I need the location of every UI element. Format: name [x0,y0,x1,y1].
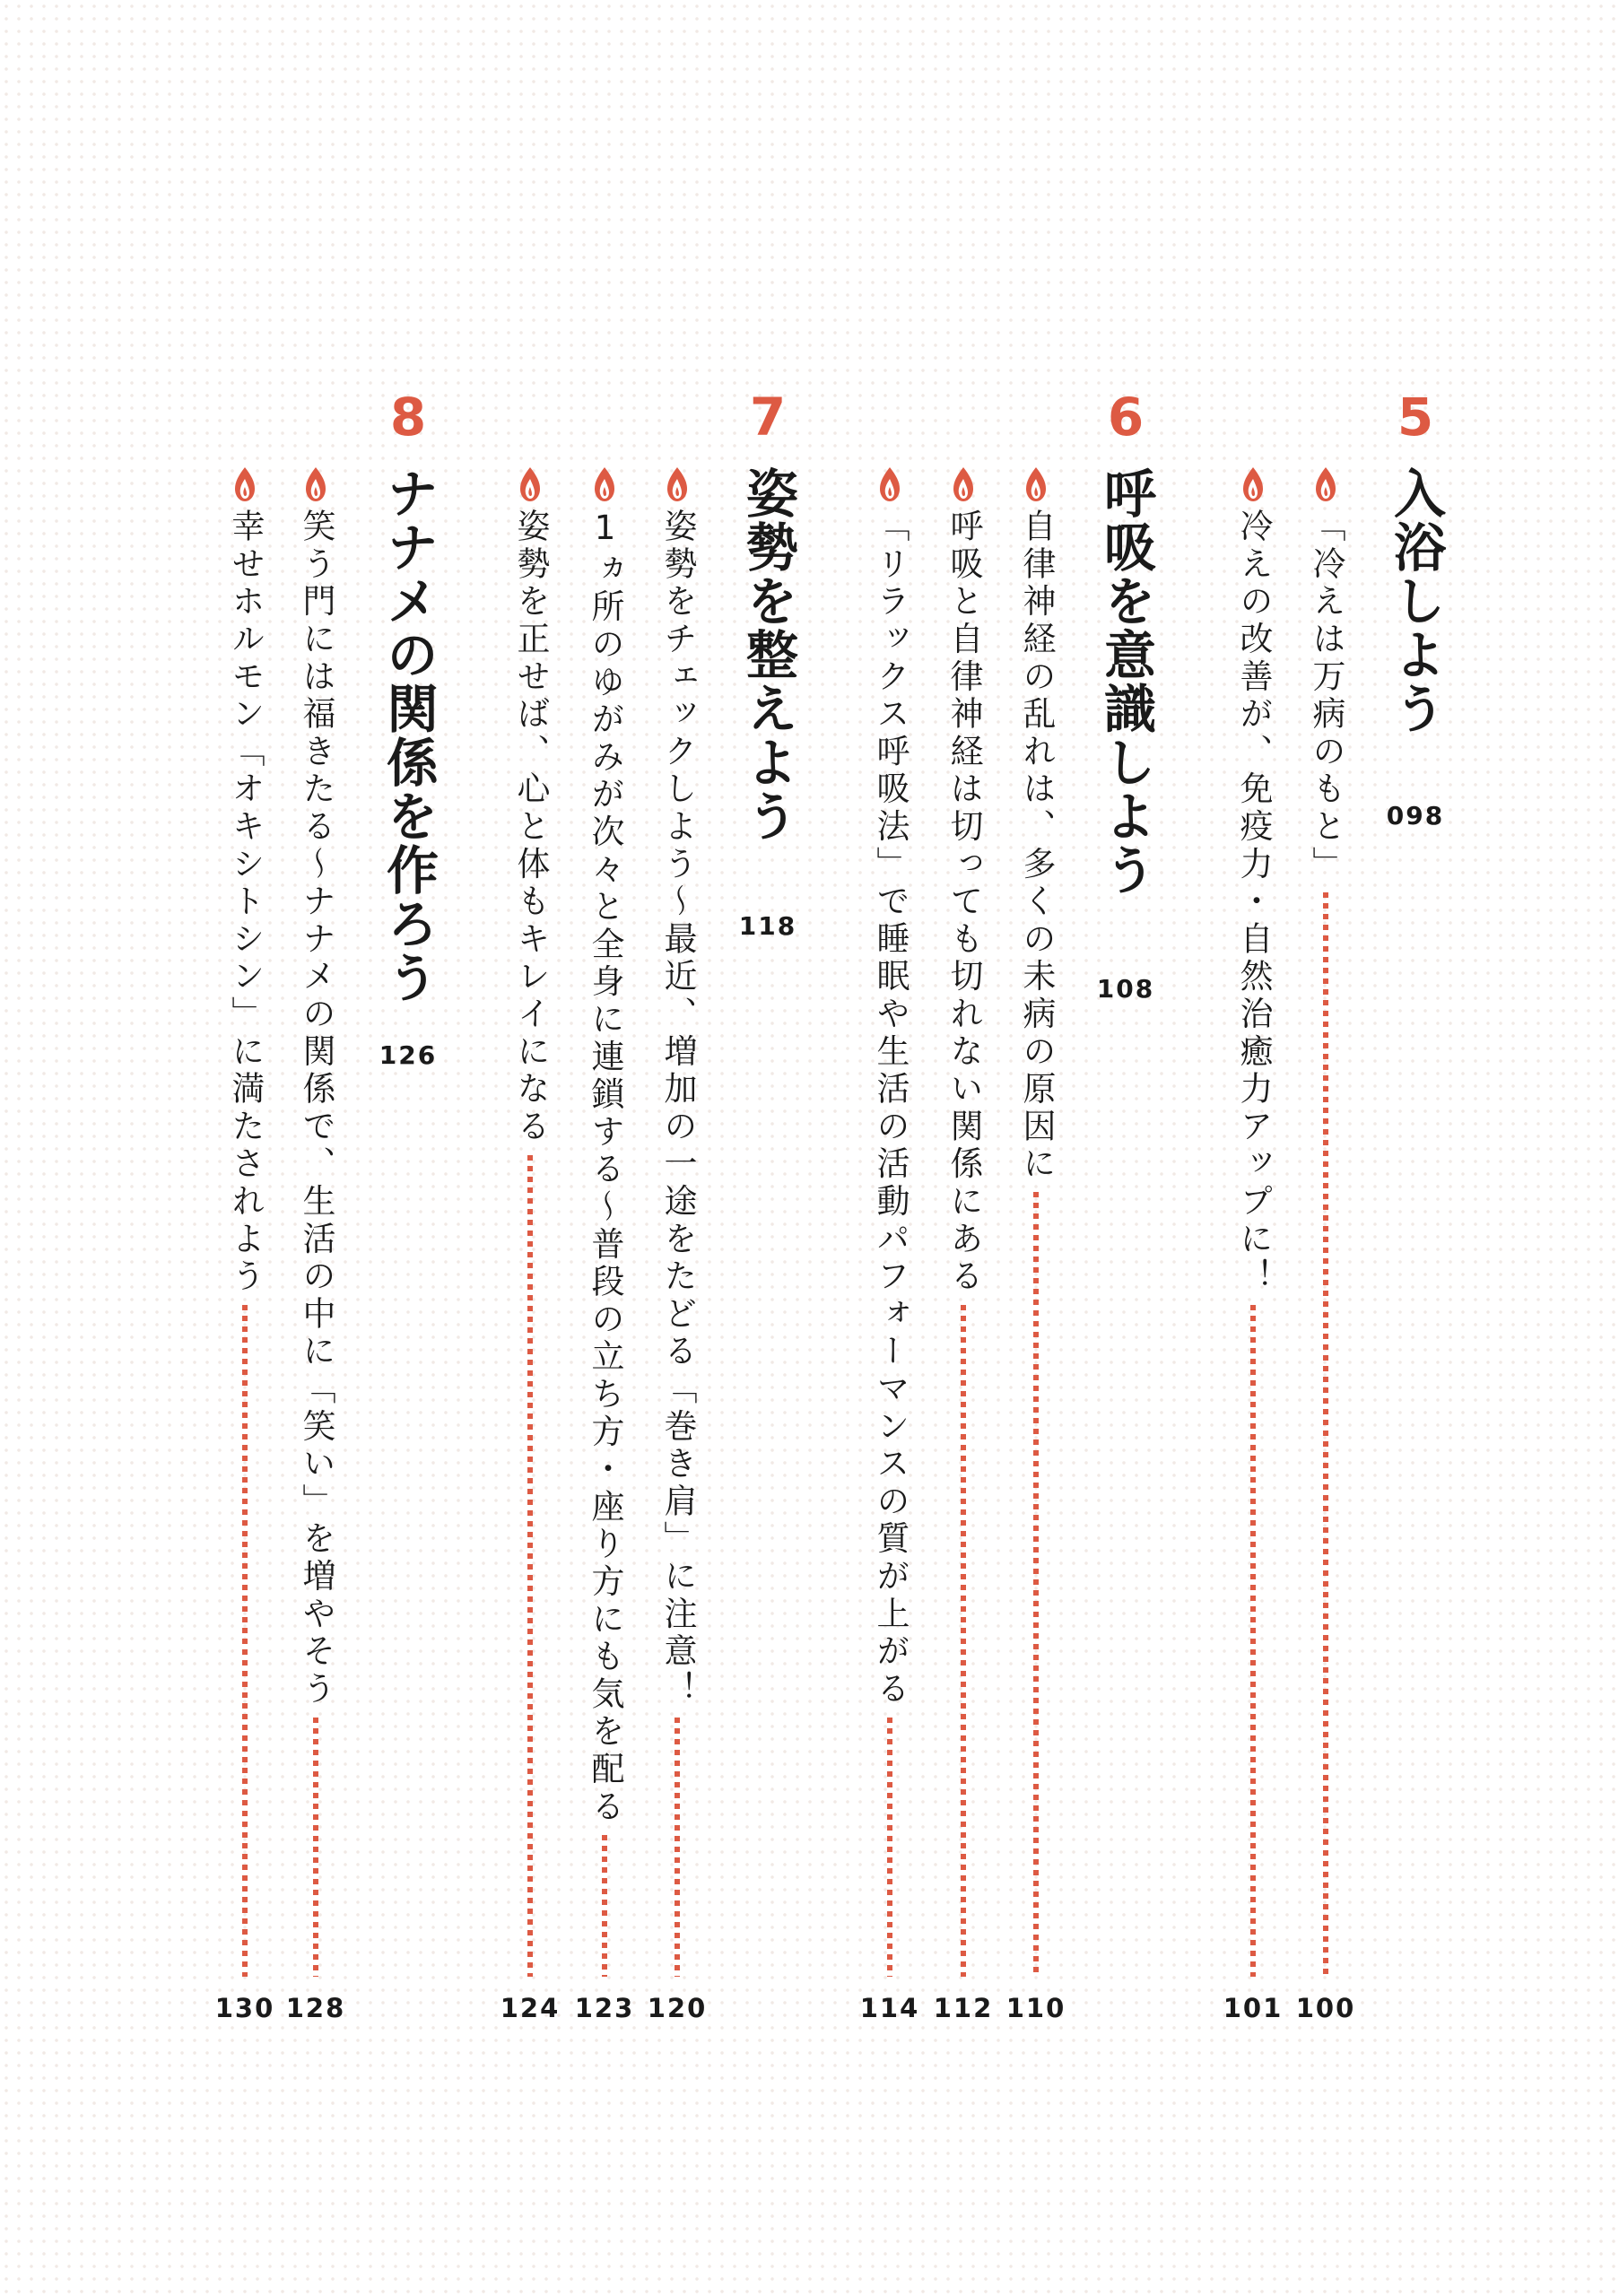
chapter-number: 8 [389,387,427,448]
flame-icon [233,466,257,502]
entry-title: 姿勢を正せば、心と体もキレイになる [511,509,550,1146]
dotted-leader [602,1835,607,1977]
chapter-title: 入浴しよう [1385,466,1446,735]
flame-icon [304,466,327,502]
toc-entry[interactable] [1005,0,1067,2296]
dotted-leader [527,1155,533,1977]
entry-title: 姿勢をチェックしよう～最近、増加の一途をたどる「巻き肩」に注意！ [658,509,697,1709]
toc-entry[interactable] [284,0,347,2296]
chapter-heading[interactable] [1384,0,1447,2296]
flame-icon [952,466,975,502]
chapter-page-number: 126 [379,1040,438,1070]
dotted-leader [887,1718,892,1977]
toc-entry[interactable] [932,0,995,2296]
flame-icon [1024,466,1048,502]
chapter-title: 呼吸を意識しよう [1095,466,1156,897]
entry-title: 自律神経の乱れは、多くの未病の原因に [1017,509,1056,1184]
flame-icon [1241,466,1265,502]
entry-title: 幸せホルモン「オキシトシン」に満たされよう [226,509,265,1296]
chapter-page-number: 098 [1386,801,1445,831]
entry-page-number: 101 [1223,1993,1284,2023]
dotted-leader [1033,1192,1039,1977]
entry-page-number: 130 [214,1993,275,2023]
entry-page-number: 124 [500,1993,561,2023]
flame-icon [593,466,616,502]
chapter-heading[interactable] [377,0,440,2296]
chapter-heading[interactable] [736,0,799,2296]
dotted-leader [1250,1305,1256,1977]
entry-title: 「冷えは万病のもと」 [1307,509,1345,883]
dotted-leader [242,1305,248,1977]
entry-title: 「リラックス呼吸法」で睡眠や生活の活動パフォーマンスの質が上がる [871,509,910,1709]
chapter-number: 7 [749,387,787,448]
entry-page-number: 110 [1005,1993,1066,2023]
toc-entry[interactable] [858,0,921,2296]
chapter-page-number: 108 [1096,974,1155,1004]
chapter-title: ナナメの関係を作ろう [378,466,439,1004]
flame-icon [878,466,901,502]
dotted-leader [1323,892,1328,1977]
entry-title: 笑う門には福きたる～ナナメの関係で、生活の中に「笑い」を増やそう [297,509,335,1709]
toc-entry[interactable] [499,0,561,2296]
entry-title: 冷えの改善が、免疫力・自然治癒力アップに！ [1234,509,1273,1296]
dotted-leader [675,1718,680,1977]
chapter-number: 6 [1107,387,1145,448]
toc-entry[interactable] [646,0,709,2296]
flame-icon [666,466,689,502]
chapter-title: 姿勢を整えよう [737,466,798,843]
toc-entry[interactable] [1294,0,1357,2296]
entry-title: 呼吸と自律神経は切っても切れない関係にある [944,509,983,1296]
flame-icon [518,466,542,502]
entry-page-number: 123 [574,1993,635,2023]
chapter-number: 5 [1397,387,1434,448]
toc-entry[interactable] [1222,0,1284,2296]
entry-page-number: 100 [1295,1993,1356,2023]
toc-entry[interactable] [573,0,636,2296]
chapter-heading[interactable] [1094,0,1157,2296]
entry-page-number: 112 [933,1993,994,2023]
entry-page-number: 114 [859,1993,920,2023]
chapter-page-number: 118 [738,911,797,941]
dotted-leader [313,1718,318,1977]
toc-entry[interactable] [213,0,276,2296]
entry-page-number: 128 [285,1993,346,2023]
flame-icon [1314,466,1337,502]
dotted-leader [961,1305,966,1977]
entry-title: 1ヵ所のゆがみが次々と全身に連鎖する～普段の立ち方・座り方にも気を配る [586,509,624,1826]
entry-page-number: 120 [647,1993,708,2023]
